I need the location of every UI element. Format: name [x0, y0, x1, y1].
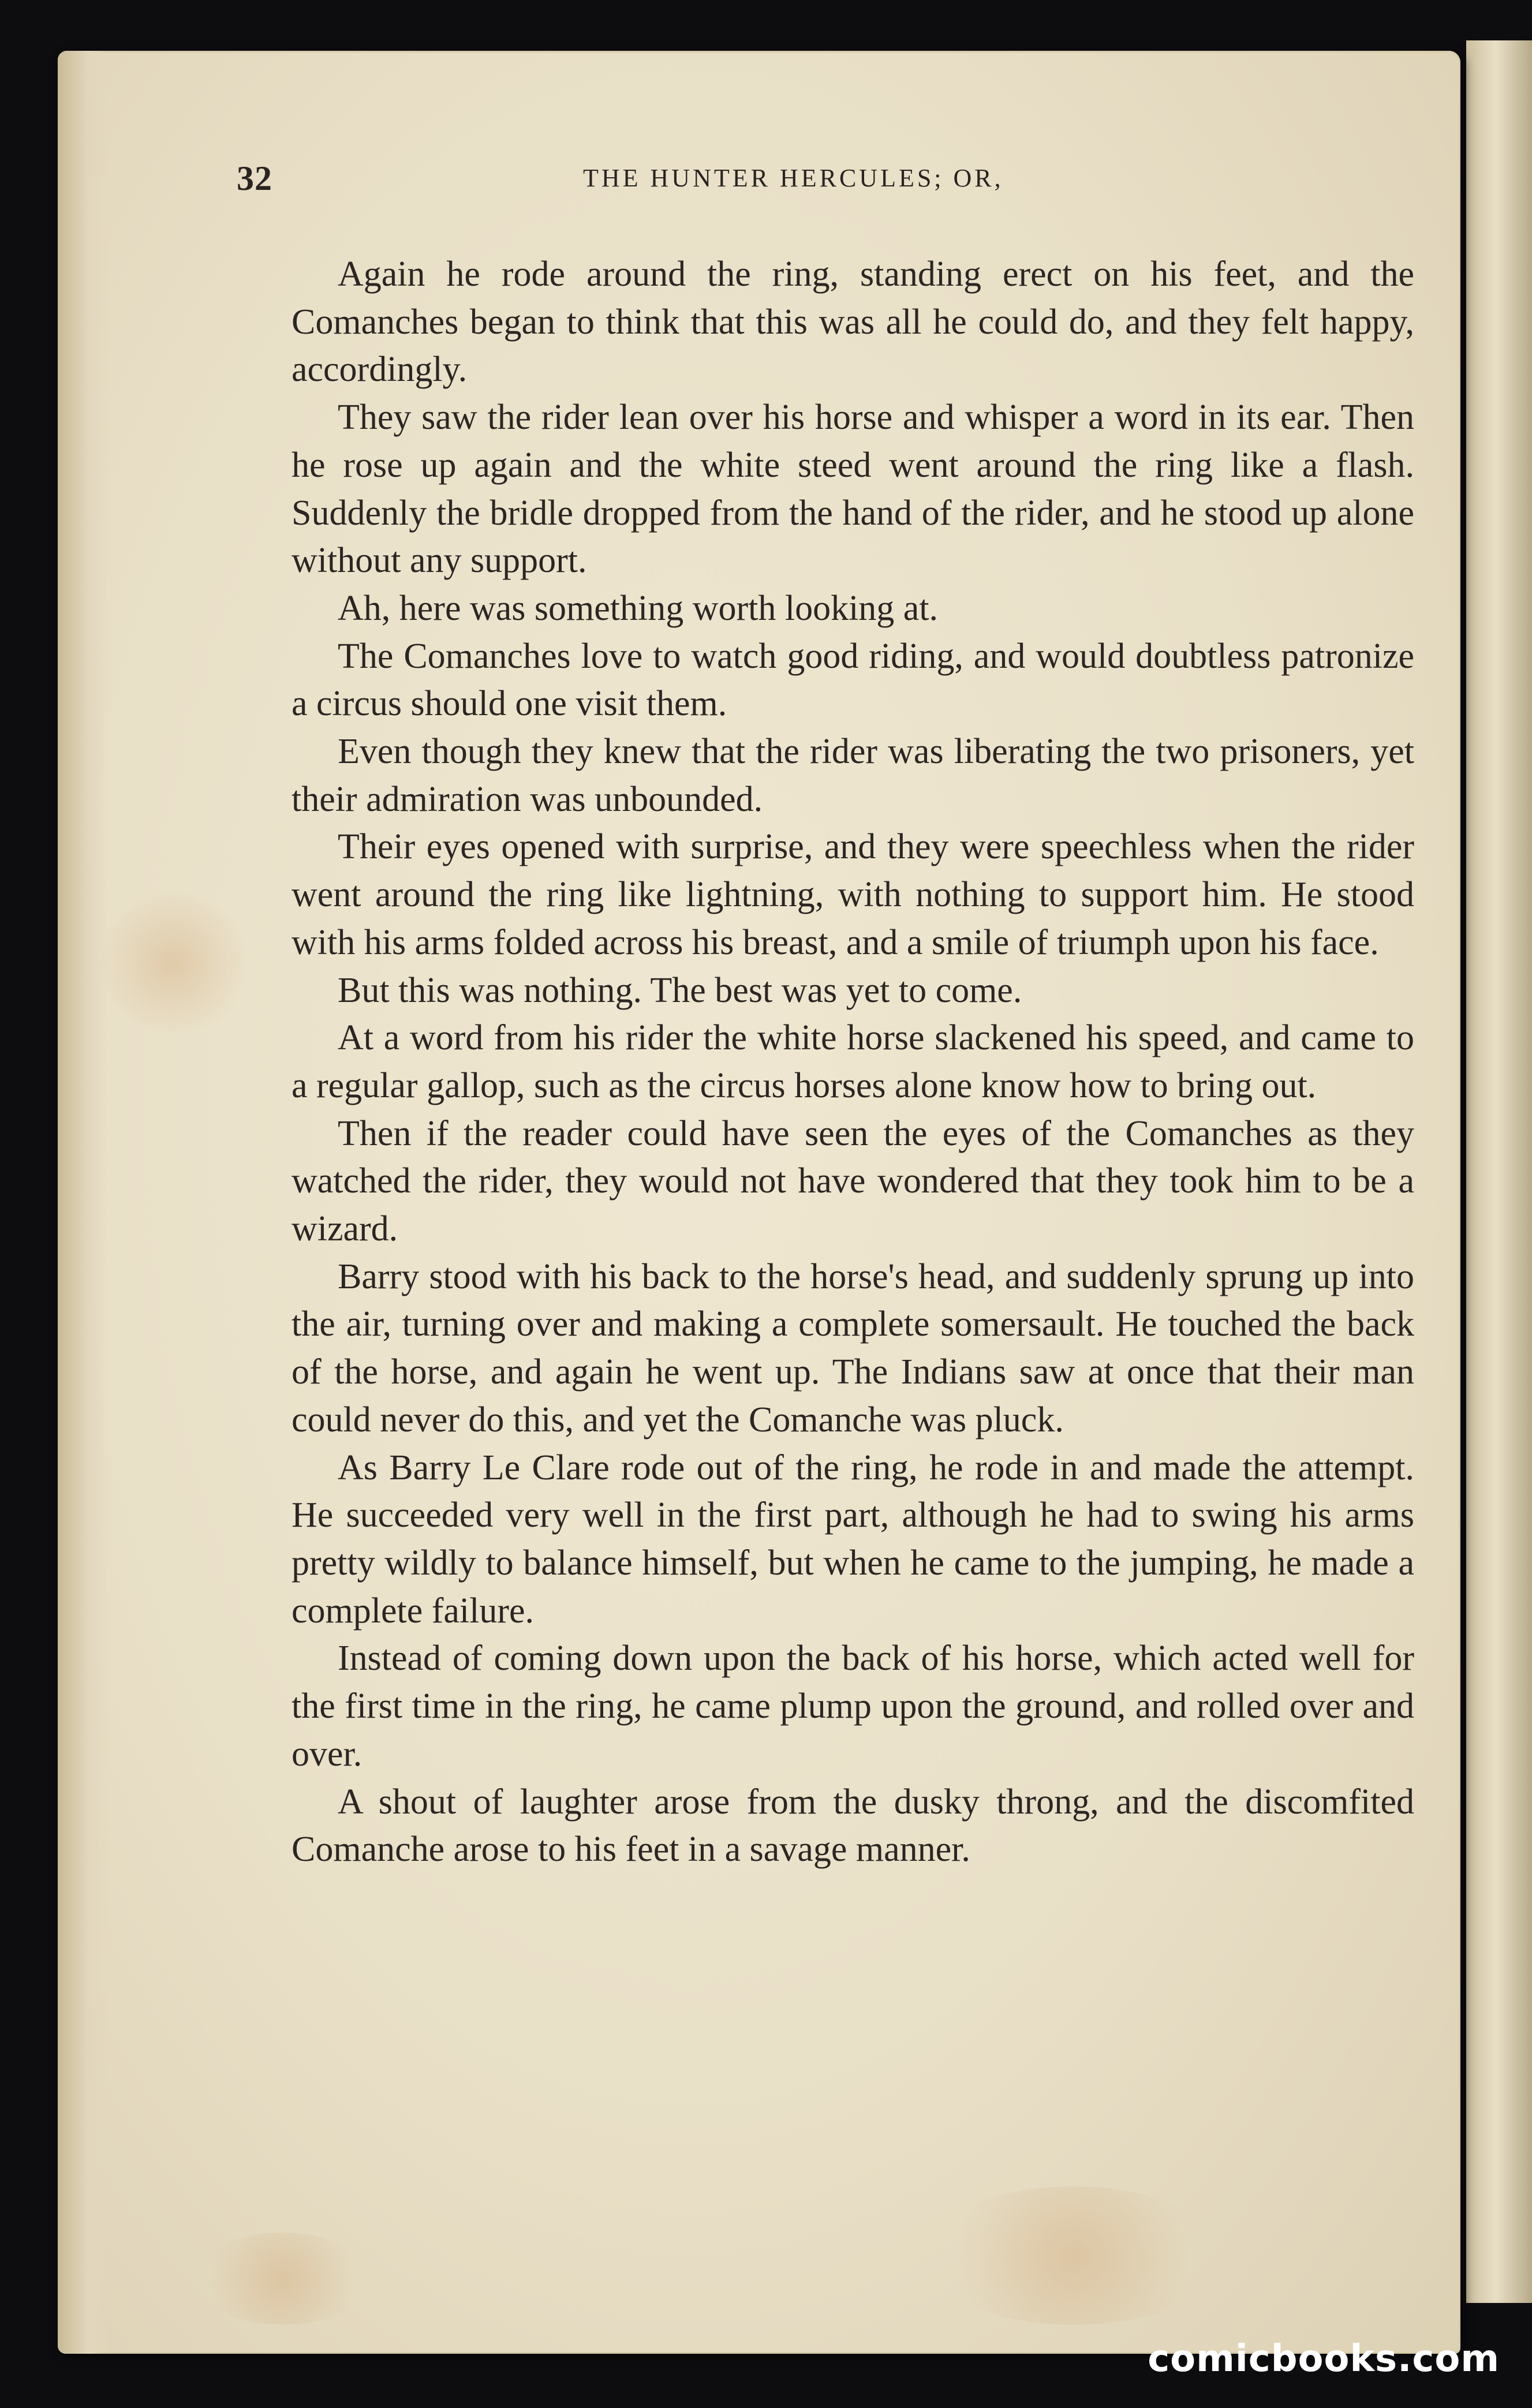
paragraph: The Comanches love to watch good riding, and would doubtless patronize a circus should one visit them. [292, 636, 1414, 724]
paragraph: But this was nothing. The best was yet to come. [338, 970, 1022, 1010]
paragraph: As Barry Le Clare rode out of the ring, he rode in and made the attempt. He succeeded very well in the first part, although he had to swing his arms pretty wildly to balance himself, but when he came to the jumping, he made a complete failure. [292, 1448, 1414, 1631]
page-fold-shadow [58, 51, 110, 2354]
paper-stain [924, 2186, 1224, 2325]
paper-stain [190, 2233, 375, 2325]
paragraph: A shout of laughter arose from the dusky throng, and the discomfited Comanche arose to his feet in a savage manner. [292, 1782, 1414, 1869]
paragraph: Then if the reader could have seen the eyes of the Comanches as they watched the rider, they would not have wondered that they took him to be a wizard. [292, 1113, 1414, 1249]
running-title: THE HUNTER HERCULES; OR, [583, 164, 1004, 192]
paragraph: They saw the rider lean over his horse and whisper a word in its ear. Then he rose up again and the white steed went around the ring like a flash. Suddenly the bridle dropped from the hand of the rider, and he stood up alone without any support. [292, 398, 1414, 581]
site-watermark: comicbooks.com [1148, 2338, 1500, 2380]
paragraph: Instead of coming down upon the back of his horse, which acted well for the first time in the ring, he came plump upon the ground, and rolled over and over. [292, 1639, 1414, 1774]
book-page-edge [1466, 40, 1532, 2303]
paper-stain [92, 893, 254, 1032]
paragraph: Again he rode around the ring, standing erect on his feet, and the Comanches began to think that this was all he could do, and they felt happy, accordingly. [292, 255, 1414, 390]
body-text [292, 250, 1414, 1874]
paragraph: At a word from his rider the white horse slackened his speed, and came to a regular gallop, such as the circus horses alone know how to bring out. [292, 1018, 1414, 1105]
paragraph: Ah, here was something worth looking at. [338, 588, 939, 628]
paragraph: Even though they knew that the rider was liberating the two prisoners, yet their admiration was unbounded. [292, 732, 1414, 819]
paragraph: Barry stood with his back to the horse's head, and suddenly sprung up into the air, turning over and making a complete somersault. He touched the back of the horse, and again he went up. The Indians saw at once that their man could never do this, and yet the Comanche was pluck. [292, 1257, 1414, 1439]
paragraph: Their eyes opened with surprise, and they were speechless when the rider went around the ring like lightning, with nothing to support him. He stood with his arms folded across his breast, and a smile of triumph upon his face. [292, 827, 1414, 962]
page-number: 32 [237, 159, 272, 197]
running-head [237, 159, 1420, 205]
